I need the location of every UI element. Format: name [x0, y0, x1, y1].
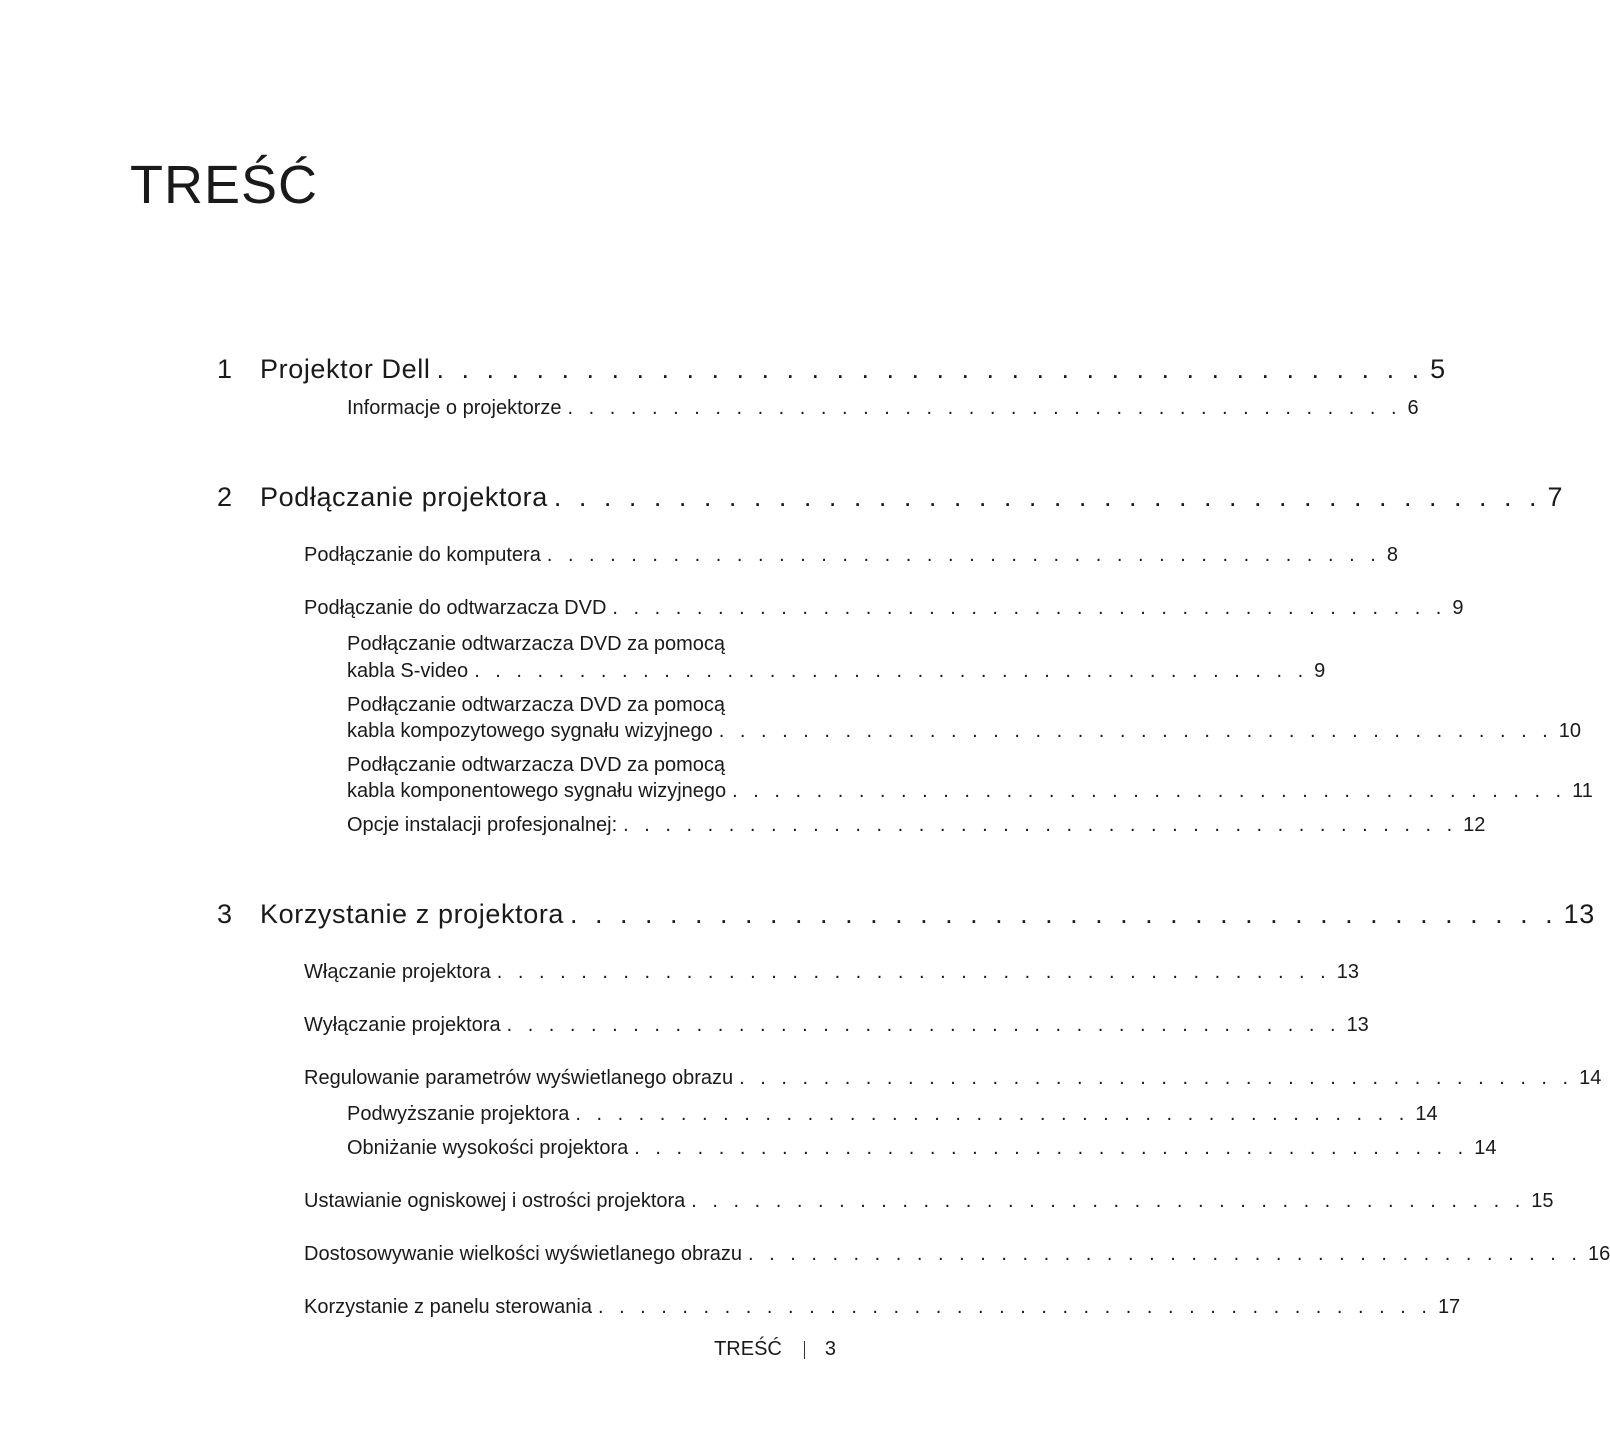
toc-entry-dvd[interactable] [304, 597, 1464, 620]
chapter-number: 1 [217, 354, 233, 384]
page-number: 16 [1587, 1243, 1610, 1265]
dot-leader: . . . . . . . . . . . . . . . . . . . . . . . . . . . . . . . . . . . . . . . . [739, 1067, 1574, 1089]
dot-leader: . . . . . . . . . . . . . . . . . . . . . . . . . . . . . . . . . . . . . . . . [546, 544, 1381, 566]
footer-label: TREŚĆ [714, 1338, 782, 1360]
dot-leader: . . . . . . . . . . . . . . . . . . . . . . . . . . . . . . . . . . . . . . . . [747, 1243, 1582, 1265]
entry-title: Opcje instalacji profesjonalnej: [347, 814, 618, 836]
dot-leader: . . . . . . . . . . . . . . . . . . . . . . . . . . . . . . . . . . . . . . . . [597, 1296, 1432, 1318]
footer-page-number: 3 [824, 1338, 836, 1360]
entry-title: Korzystanie z panelu sterowania [304, 1296, 592, 1318]
page-number: 10 [1558, 720, 1581, 742]
page-number: 12 [1463, 814, 1486, 836]
dot-leader: . . . . . . . . . . . . . . . . . . . . . . . . . . . . . . . . . . . . . . . . [691, 1190, 1526, 1212]
dot-leader: . . . . . . . . . . . . . . . . . . . . . . . . . . . . . . . . . . . . . . . . [570, 899, 1558, 929]
page-number: 13 [1336, 961, 1359, 983]
toc-chapter-2[interactable] [217, 482, 1564, 513]
entry-title: Włączanie projektora [304, 961, 491, 983]
chapter-number: 2 [217, 482, 233, 512]
dot-leader: . . . . . . . . . . . . . . . . . . . . . . . . . . . . . . . . . . . . . . . . [436, 354, 1425, 384]
toc-entry-podwyzszanie[interactable] [347, 1103, 1438, 1126]
entry-title: kabla kompozytowego sygnału wizyjnego [347, 720, 713, 742]
dot-leader: . . . . . . . . . . . . . . . . . . . . . . . . . . . . . . . . . . . . . . . . [496, 961, 1331, 983]
toc-entry-ogniskowa[interactable] [304, 1190, 1554, 1213]
page-number: 9 [1452, 597, 1464, 619]
toc-chapter-3[interactable] [217, 899, 1595, 930]
toc-entry-komputer[interactable] [304, 544, 1398, 567]
entry-title: Dostosowywanie wielkości wyświetlanego obrazu [304, 1243, 742, 1265]
toc-entry-kompozyt-line1[interactable]: Podłączanie odtwarzacza DVD za pomocą [347, 694, 725, 716]
page-number: 15 [1531, 1190, 1554, 1212]
toc-entry-komponent[interactable] [347, 780, 1593, 803]
page-number: 9 [1314, 660, 1326, 682]
page-number: 14 [1474, 1137, 1497, 1159]
chapter-title: Podłączanie projektora [260, 482, 548, 512]
entry-title: kabla S-video [347, 660, 469, 682]
toc-entry-wylaczanie[interactable] [304, 1014, 1369, 1037]
entry-title: Regulowanie parametrów wyświetlanego obrazu [304, 1067, 734, 1089]
entry-title: Ustawianie ogniskowej i ostrości projektora [304, 1190, 686, 1212]
dot-leader: . . . . . . . . . . . . . . . . . . . . . . . . . . . . . . . . . . . . . . . . [474, 660, 1309, 682]
page-number: 6 [1407, 397, 1419, 419]
toc-entry-panel[interactable] [304, 1296, 1461, 1319]
toc-entry-informacje[interactable] [347, 397, 1419, 420]
entry-title: Obniżanie wysokości projektora [347, 1137, 629, 1159]
page-number: 13 [1563, 899, 1595, 929]
chapter-number: 3 [217, 899, 233, 929]
page-number: 11 [1572, 780, 1593, 802]
footer-divider [804, 1341, 805, 1359]
page-title: TREŚĆ [130, 155, 319, 215]
page-number: 13 [1346, 1014, 1369, 1036]
toc-entry-wlaczanie[interactable] [304, 961, 1359, 984]
toc-entry-obnizanie[interactable] [347, 1137, 1497, 1160]
dot-leader: . . . . . . . . . . . . . . . . . . . . . . . . . . . . . . . . . . . . . . . . [567, 397, 1402, 419]
chapter-title: Projektor Dell [260, 354, 431, 384]
dot-leader: . . . . . . . . . . . . . . . . . . . . . . . . . . . . . . . . . . . . . . . . [732, 780, 1567, 802]
entry-title: kabla komponentowego sygnału wizyjnego [347, 780, 727, 802]
entry-title: Podłączanie do komputera [304, 544, 541, 566]
page-number: 5 [1430, 354, 1446, 384]
page-number: 17 [1437, 1296, 1461, 1318]
dot-leader: . . . . . . . . . . . . . . . . . . . . . . . . . . . . . . . . . . . . . . . . [506, 1014, 1341, 1036]
dot-leader: . . . . . . . . . . . . . . . . . . . . . . . . . . . . . . . . . . . . . . . . [634, 1137, 1469, 1159]
page-number: 14 [1415, 1103, 1438, 1125]
dot-leader: . . . . . . . . . . . . . . . . . . . . . . . . . . . . . . . . . . . . . . . . [718, 720, 1553, 742]
dot-leader: . . . . . . . . . . . . . . . . . . . . . . . . . . . . . . . . . . . . . . . . [623, 814, 1458, 836]
dot-leader: . . . . . . . . . . . . . . . . . . . . . . . . . . . . . . . . . . . . . . . . [575, 1103, 1410, 1125]
entry-title: Podłączanie do odtwarzacza DVD [304, 597, 607, 619]
dot-leader: . . . . . . . . . . . . . . . . . . . . . . . . . . . . . . . . . . . . . . . . [553, 482, 1542, 512]
entry-title: Informacje o projektorze [347, 397, 562, 419]
toc-chapter-1[interactable] [217, 354, 1446, 385]
toc-entry-regulowanie[interactable] [304, 1067, 1602, 1090]
entry-title: Podwyższanie projektora [347, 1103, 570, 1125]
page-number: 7 [1547, 482, 1564, 512]
dot-leader: . . . . . . . . . . . . . . . . . . . . . . . . . . . . . . . . . . . . . . . . [612, 597, 1447, 619]
page-number: 14 [1579, 1067, 1602, 1089]
chapter-title: Korzystanie z projektora [260, 899, 565, 929]
entry-title: Wyłączanie projektora [304, 1014, 501, 1036]
page-footer [714, 1338, 836, 1361]
toc-entry-wielkosc[interactable] [304, 1243, 1610, 1266]
toc-entry-komponent-line1[interactable]: Podłączanie odtwarzacza DVD za pomocą [347, 754, 725, 776]
toc-entry-kompozyt[interactable] [347, 720, 1581, 743]
page-number: 8 [1386, 544, 1398, 566]
toc-entry-svideo[interactable] [347, 660, 1326, 683]
toc-entry-svideo-line1[interactable]: Podłączanie odtwarzacza DVD za pomocą [347, 633, 725, 655]
toc-entry-opcje[interactable] [347, 814, 1486, 837]
